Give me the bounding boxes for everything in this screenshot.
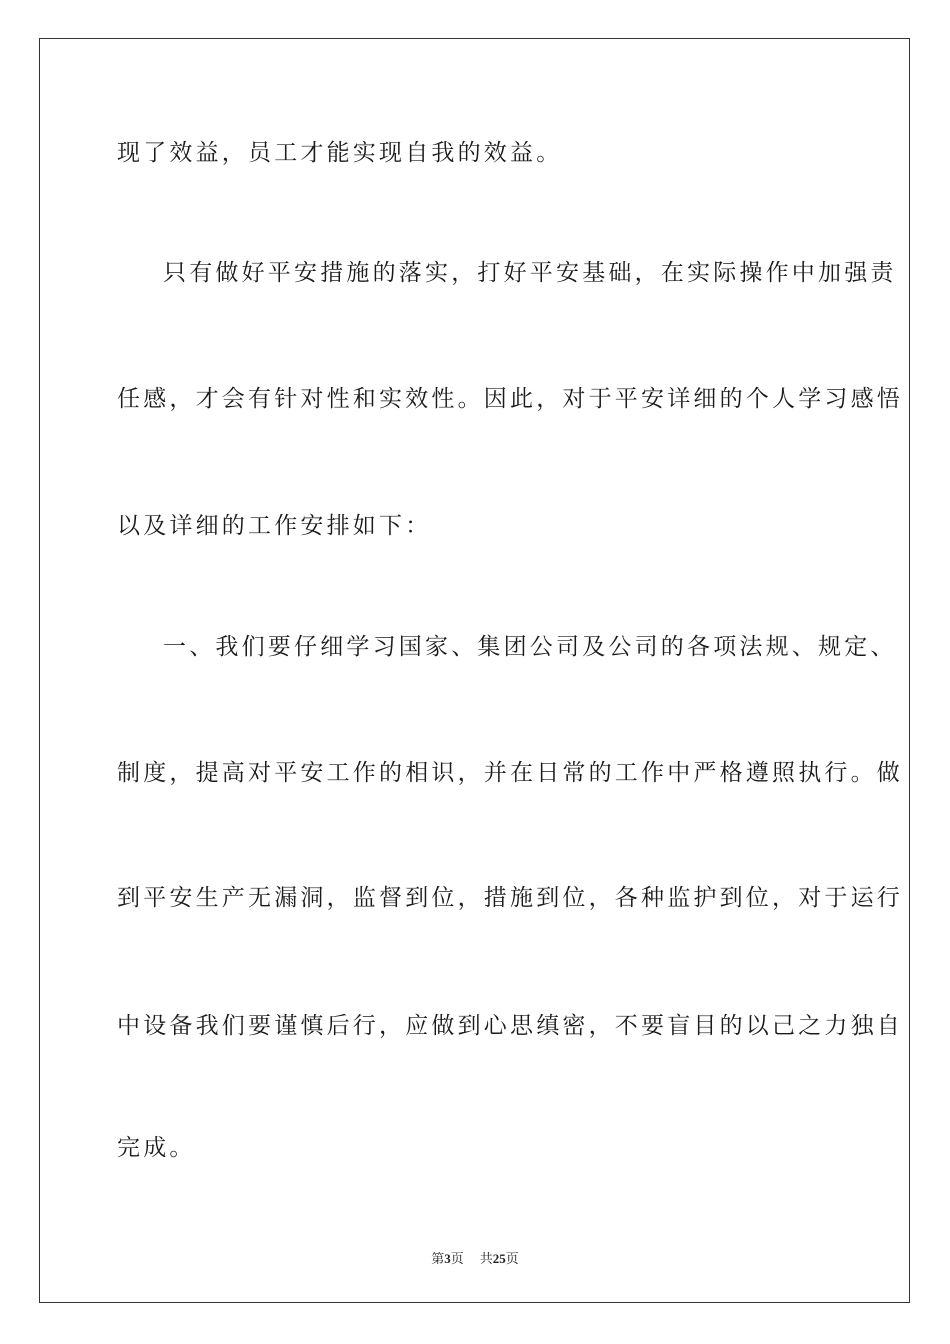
text-line: 中设备我们要谨慎后行，应做到心思缜密，不要盲目的以己之力独自 xyxy=(117,1013,903,1039)
text-line: 任感，才会有针对性和实效性。因此，对于平安详细的个人学习感悟 xyxy=(117,386,903,412)
text-line: 制度，提高对平安工作的相识，并在日常的工作中严格遵照执行。做 xyxy=(117,760,903,786)
total-prefix: 共 xyxy=(479,1252,493,1267)
text-line: 到平安生产无漏洞，监督到位，措施到位，各种监护到位，对于运行 xyxy=(117,885,903,911)
paragraph-start-line: 只有做好平安措施的落实，打好平安基础，在实际操作中加强责 xyxy=(163,260,897,286)
total-unit: 页 xyxy=(505,1252,519,1267)
page-unit: 页 xyxy=(450,1252,464,1267)
page-border xyxy=(39,38,910,1303)
text-line: 以及详细的工作安排如下： xyxy=(117,513,432,539)
total-page-count: 25 xyxy=(492,1251,506,1266)
text-line: 完成。 xyxy=(117,1135,196,1161)
text-line: 现了效益，员工才能实现自我的效益。 xyxy=(117,140,563,166)
current-page-number: 3 xyxy=(444,1251,451,1266)
paragraph-start-line: 一、我们要仔细学习国家、集团公司及公司的各项法规、规定、 xyxy=(163,634,897,660)
page-footer xyxy=(0,1248,950,1267)
page-prefix: 第 xyxy=(431,1252,445,1267)
